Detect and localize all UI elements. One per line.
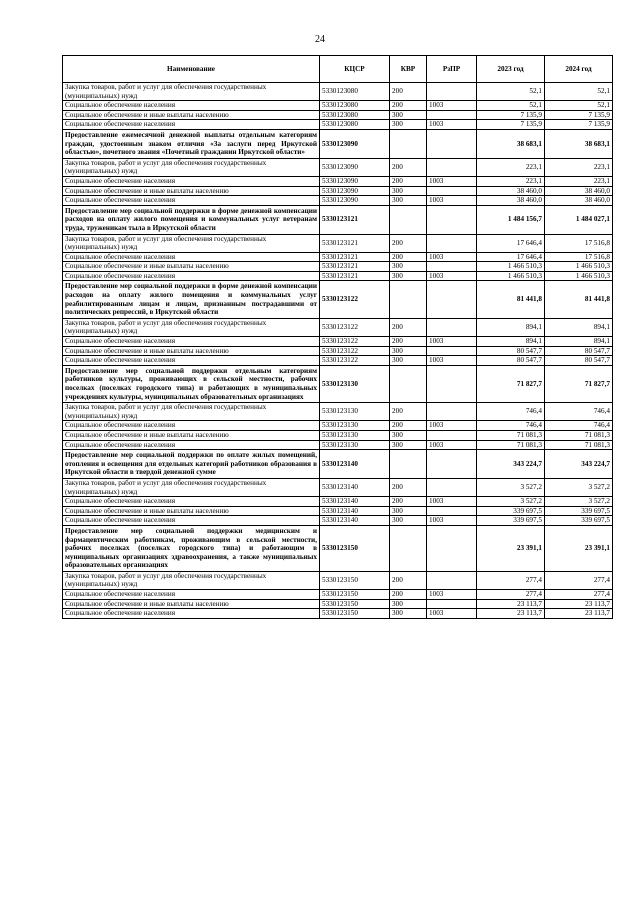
cell-kvr	[390, 525, 427, 571]
cell-y2023: 1 484 156,7	[477, 205, 545, 234]
table-row	[63, 271, 613, 281]
cell-y2023: 7 135,9	[477, 110, 545, 120]
table-row	[63, 516, 613, 526]
table-row	[63, 421, 613, 431]
table-row	[63, 176, 613, 186]
cell-y2023: 277,4	[477, 571, 545, 589]
cell-kvr: 200	[390, 478, 427, 496]
cell-rzpr	[427, 365, 477, 402]
cell-y2023: 223,1	[477, 158, 545, 176]
cell-kvr: 200	[390, 158, 427, 176]
cell-name: Социальное обеспечение населения	[63, 440, 320, 450]
cell-kcsr: 5330123140	[320, 516, 390, 526]
cell-name: Социальное обеспечение и иные выплаты населению	[63, 599, 320, 609]
table-row	[63, 337, 613, 347]
table-body	[63, 83, 613, 619]
cell-y2023: 339 697,5	[477, 516, 545, 526]
cell-y2024: 3 527,2	[545, 497, 613, 507]
table-row	[63, 599, 613, 609]
cell-kvr	[390, 365, 427, 402]
cell-y2023: 52,1	[477, 101, 545, 111]
cell-rzpr	[427, 571, 477, 589]
cell-rzpr: 1003	[427, 440, 477, 450]
cell-y2024: 7 135,9	[545, 120, 613, 130]
cell-y2023: 1 466 510,3	[477, 271, 545, 281]
cell-kcsr: 5330123080	[320, 120, 390, 130]
cell-kcsr: 5330123140	[320, 478, 390, 496]
cell-name: Закупка товаров, работ и услуг для обеспечения государственных (муниципальных) нужд	[63, 234, 320, 252]
cell-rzpr	[427, 281, 477, 318]
cell-kvr: 300	[390, 430, 427, 440]
table-row-program	[63, 281, 613, 318]
cell-kcsr: 5330123122	[320, 356, 390, 366]
cell-name: Социальное обеспечение населения	[63, 337, 320, 347]
cell-y2024: 80 547,7	[545, 356, 613, 366]
cell-rzpr	[427, 205, 477, 234]
cell-name: Социальное обеспечение населения	[63, 356, 320, 366]
cell-name: Социальное обеспечение и иные выплаты населению	[63, 506, 320, 516]
cell-name: Закупка товаров, работ и услуг для обеспечения государственных (муниципальных) нужд	[63, 571, 320, 589]
cell-rzpr	[427, 506, 477, 516]
cell-y2024: 894,1	[545, 337, 613, 347]
cell-kcsr: 5330123080	[320, 110, 390, 120]
cell-kvr: 300	[390, 609, 427, 619]
table-row	[63, 571, 613, 589]
table-row	[63, 590, 613, 600]
cell-rzpr: 1003	[427, 120, 477, 130]
cell-kvr: 200	[390, 176, 427, 186]
table-row	[63, 234, 613, 252]
cell-y2024: 339 697,5	[545, 516, 613, 526]
header-2024: 2024 год	[545, 56, 613, 83]
cell-name: Закупка товаров, работ и услуг для обеспечения государственных (муниципальных) нужд	[63, 83, 320, 101]
cell-y2023: 80 547,7	[477, 346, 545, 356]
header-kvr: КВР	[390, 56, 427, 83]
cell-rzpr	[427, 450, 477, 479]
cell-kcsr: 5330123090	[320, 186, 390, 196]
cell-kvr: 200	[390, 83, 427, 101]
cell-y2024: 81 441,8	[545, 281, 613, 318]
cell-kcsr: 5330123130	[320, 430, 390, 440]
cell-rzpr	[427, 158, 477, 176]
cell-kvr: 300	[390, 110, 427, 120]
cell-name: Закупка товаров, работ и услуг для обеспечения государственных (муниципальных) нужд	[63, 478, 320, 496]
cell-y2024: 339 697,5	[545, 506, 613, 516]
cell-y2024: 277,4	[545, 571, 613, 589]
cell-y2024: 23 113,7	[545, 599, 613, 609]
cell-kcsr: 5330123080	[320, 83, 390, 101]
cell-y2024: 343 224,7	[545, 450, 613, 479]
cell-name: Закупка товаров, работ и услуг для обеспечения государственных (муниципальных) нужд	[63, 318, 320, 336]
table-row	[63, 262, 613, 272]
cell-kvr	[390, 450, 427, 479]
cell-y2024: 23 113,7	[545, 609, 613, 619]
cell-y2023: 894,1	[477, 318, 545, 336]
cell-name: Социальное обеспечение населения	[63, 176, 320, 186]
cell-y2024: 38 683,1	[545, 129, 613, 158]
cell-name: Социальное обеспечение населения	[63, 609, 320, 619]
cell-rzpr: 1003	[427, 516, 477, 526]
cell-name: Социальное обеспечение населения	[63, 101, 320, 111]
header-name: Наименование	[63, 56, 320, 83]
cell-kvr	[390, 129, 427, 158]
cell-kcsr: 5330123150	[320, 525, 390, 571]
table-header-row	[63, 56, 613, 83]
cell-name: Социальное обеспечение и иные выплаты населению	[63, 186, 320, 196]
table-row	[63, 478, 613, 496]
cell-rzpr: 1003	[427, 497, 477, 507]
cell-kvr: 300	[390, 120, 427, 130]
cell-y2023: 23 113,7	[477, 599, 545, 609]
cell-y2024: 746,4	[545, 403, 613, 421]
cell-name: Предоставление ежемесячной денежной выплаты отдельным категориям граждан, удостоенным знаком отличия «За заслуги перед Иркутской областью», почетного звания «Почетный гражданин Иркутской области»	[63, 129, 320, 158]
budget-table	[62, 55, 613, 619]
cell-rzpr	[427, 403, 477, 421]
cell-name: Предоставление мер социальной поддержки по оплате жилых помещений, отопления и освещения для отдельных категорий работников образования в Иркутской области в твердой денежной сумме	[63, 450, 320, 479]
cell-kcsr: 5330123130	[320, 403, 390, 421]
cell-name: Закупка товаров, работ и услуг для обеспечения государственных (муниципальных) нужд	[63, 403, 320, 421]
cell-rzpr: 1003	[427, 101, 477, 111]
cell-kcsr: 5330123121	[320, 234, 390, 252]
cell-rzpr: 1003	[427, 196, 477, 206]
cell-y2023: 3 527,2	[477, 497, 545, 507]
header-2023: 2023 год	[477, 56, 545, 83]
cell-y2023: 71 081,3	[477, 430, 545, 440]
cell-y2024: 38 460,0	[545, 186, 613, 196]
table-row	[63, 506, 613, 516]
cell-name: Предоставление мер социальной поддержки отдельным категориям работников культуры, проживающих в сельской местности, рабочих поселках (поселках городского типа) и работающих в муниципальных учреждениях культуры, муниципальных образовательных организациях	[63, 365, 320, 402]
table-row	[63, 497, 613, 507]
cell-name: Предоставление мер социальной поддержки медицинским и фармацевтическим работникам, проживающим в сельской местности, рабочих поселках (поселках городского типа) и работающим в муниципальных организациях здравоохранения, а также муниципальных образовательных организациях	[63, 525, 320, 571]
cell-kvr: 300	[390, 271, 427, 281]
cell-rzpr: 1003	[427, 421, 477, 431]
cell-kvr: 300	[390, 440, 427, 450]
cell-rzpr: 1003	[427, 252, 477, 262]
cell-y2023: 71 081,3	[477, 440, 545, 450]
cell-name: Социальное обеспечение и иные выплаты населению	[63, 110, 320, 120]
cell-y2023: 746,4	[477, 403, 545, 421]
cell-y2023: 1 466 510,3	[477, 262, 545, 272]
cell-y2024: 277,4	[545, 590, 613, 600]
cell-kvr: 200	[390, 318, 427, 336]
cell-kcsr: 5330123150	[320, 599, 390, 609]
table-row	[63, 158, 613, 176]
cell-kcsr: 5330123090	[320, 158, 390, 176]
cell-y2024: 23 391,1	[545, 525, 613, 571]
cell-rzpr: 1003	[427, 609, 477, 619]
cell-kvr: 300	[390, 599, 427, 609]
table-row	[63, 356, 613, 366]
cell-y2023: 23 391,1	[477, 525, 545, 571]
cell-kcsr: 5330123090	[320, 176, 390, 186]
cell-kcsr: 5330123150	[320, 590, 390, 600]
cell-name: Социальное обеспечение населения	[63, 196, 320, 206]
table-row-program	[63, 129, 613, 158]
cell-kcsr: 5330123140	[320, 450, 390, 479]
table-row	[63, 186, 613, 196]
cell-rzpr	[427, 430, 477, 440]
table-row	[63, 196, 613, 206]
cell-y2023: 746,4	[477, 421, 545, 431]
cell-y2023: 7 135,9	[477, 120, 545, 130]
cell-name: Социальное обеспечение населения	[63, 421, 320, 431]
cell-kvr: 300	[390, 262, 427, 272]
cell-name: Социальное обеспечение и иные выплаты населению	[63, 262, 320, 272]
cell-rzpr	[427, 186, 477, 196]
cell-rzpr	[427, 83, 477, 101]
cell-y2023: 38 460,0	[477, 196, 545, 206]
cell-y2023: 38 683,1	[477, 129, 545, 158]
cell-rzpr	[427, 478, 477, 496]
cell-y2023: 343 224,7	[477, 450, 545, 479]
cell-kcsr: 5330123140	[320, 506, 390, 516]
cell-rzpr	[427, 346, 477, 356]
cell-y2023: 277,4	[477, 590, 545, 600]
cell-kvr	[390, 281, 427, 318]
table-row-program	[63, 205, 613, 234]
cell-kcsr: 5330123122	[320, 337, 390, 347]
cell-y2023: 80 547,7	[477, 356, 545, 366]
table-row	[63, 101, 613, 111]
cell-kcsr: 5330123130	[320, 440, 390, 450]
cell-rzpr: 1003	[427, 271, 477, 281]
header-kcsr: КЦСР	[320, 56, 390, 83]
cell-kvr: 200	[390, 571, 427, 589]
cell-y2024: 38 460,0	[545, 196, 613, 206]
cell-name: Социальное обеспечение населения	[63, 516, 320, 526]
cell-y2023: 38 460,0	[477, 186, 545, 196]
cell-kcsr: 5330123090	[320, 196, 390, 206]
cell-y2024: 1 466 510,3	[545, 271, 613, 281]
cell-y2024: 17 516,8	[545, 252, 613, 262]
cell-kvr: 200	[390, 337, 427, 347]
cell-name: Закупка товаров, работ и услуг для обеспечения государственных (муниципальных) нужд	[63, 158, 320, 176]
cell-kvr: 200	[390, 101, 427, 111]
cell-rzpr	[427, 110, 477, 120]
cell-y2024: 52,1	[545, 83, 613, 101]
cell-kcsr: 5330123121	[320, 271, 390, 281]
table-row	[63, 430, 613, 440]
cell-kvr: 200	[390, 497, 427, 507]
cell-rzpr	[427, 599, 477, 609]
cell-y2024: 3 527,2	[545, 478, 613, 496]
cell-name: Социальное обеспечение населения	[63, 252, 320, 262]
cell-kcsr: 5330123150	[320, 609, 390, 619]
table-row	[63, 318, 613, 336]
cell-y2024: 894,1	[545, 318, 613, 336]
cell-kcsr: 5330123121	[320, 262, 390, 272]
cell-y2024: 71 081,3	[545, 430, 613, 440]
cell-y2024: 1 466 510,3	[545, 262, 613, 272]
cell-name: Социальное обеспечение населения	[63, 497, 320, 507]
cell-y2024: 71 081,3	[545, 440, 613, 450]
cell-kcsr: 5330123122	[320, 346, 390, 356]
cell-rzpr	[427, 262, 477, 272]
cell-rzpr: 1003	[427, 590, 477, 600]
cell-kcsr: 5330123080	[320, 101, 390, 111]
cell-kcsr: 5330123121	[320, 252, 390, 262]
cell-rzpr: 1003	[427, 356, 477, 366]
cell-kvr: 200	[390, 234, 427, 252]
cell-kcsr: 5330123130	[320, 365, 390, 402]
table-row-program	[63, 525, 613, 571]
cell-y2024: 71 827,7	[545, 365, 613, 402]
cell-rzpr	[427, 318, 477, 336]
cell-y2024: 223,1	[545, 176, 613, 186]
cell-kvr: 300	[390, 196, 427, 206]
cell-y2023: 894,1	[477, 337, 545, 347]
cell-rzpr	[427, 525, 477, 571]
cell-y2023: 23 113,7	[477, 609, 545, 619]
cell-kcsr: 5330123122	[320, 281, 390, 318]
cell-rzpr	[427, 234, 477, 252]
table-row	[63, 110, 613, 120]
cell-y2024: 223,1	[545, 158, 613, 176]
cell-name: Социальное обеспечение и иные выплаты населению	[63, 346, 320, 356]
cell-kcsr: 5330123122	[320, 318, 390, 336]
table-row-program	[63, 365, 613, 402]
cell-kcsr: 5330123140	[320, 497, 390, 507]
cell-y2023: 3 527,2	[477, 478, 545, 496]
cell-y2024: 80 547,7	[545, 346, 613, 356]
cell-y2024: 1 484 027,1	[545, 205, 613, 234]
cell-kvr: 300	[390, 506, 427, 516]
cell-kcsr: 5330123121	[320, 205, 390, 234]
table-row	[63, 609, 613, 619]
cell-name: Предоставление мер социальной поддержки в форме денежной компенсации расходов на оплату жилого помещения и коммунальных услуг ветеранам труда, труженикам тыла в Иркутской области	[63, 205, 320, 234]
cell-y2024: 17 516,8	[545, 234, 613, 252]
cell-name: Социальное обеспечение населения	[63, 120, 320, 130]
cell-y2023: 339 697,5	[477, 506, 545, 516]
cell-name: Социальное обеспечение населения	[63, 590, 320, 600]
cell-y2023: 17 646,4	[477, 252, 545, 262]
cell-kcsr: 5330123130	[320, 421, 390, 431]
table-row	[63, 403, 613, 421]
cell-kvr: 300	[390, 186, 427, 196]
table-row	[63, 252, 613, 262]
table-row-program	[63, 450, 613, 479]
table-row	[63, 346, 613, 356]
header-rzpr: РзПР	[427, 56, 477, 83]
cell-rzpr: 1003	[427, 176, 477, 186]
cell-kvr: 200	[390, 421, 427, 431]
cell-kvr: 300	[390, 346, 427, 356]
cell-kvr: 200	[390, 252, 427, 262]
cell-y2024: 7 135,9	[545, 110, 613, 120]
table-row	[63, 440, 613, 450]
cell-y2023: 71 827,7	[477, 365, 545, 402]
cell-kcsr: 5330123150	[320, 571, 390, 589]
cell-name: Предоставление мер социальной поддержки в форме денежной компенсации расходов на оплату жилого помещения и коммунальных услуг реабилитированным лицам и лицам, признанным пострадавшими от политических репрессий, в Иркутской области	[63, 281, 320, 318]
cell-kcsr: 5330123090	[320, 129, 390, 158]
cell-y2023: 223,1	[477, 176, 545, 186]
cell-rzpr	[427, 129, 477, 158]
table-row	[63, 120, 613, 130]
cell-y2023: 52,1	[477, 83, 545, 101]
cell-rzpr: 1003	[427, 337, 477, 347]
cell-y2024: 52,1	[545, 101, 613, 111]
cell-kvr: 200	[390, 590, 427, 600]
cell-y2023: 81 441,8	[477, 281, 545, 318]
cell-name: Социальное обеспечение населения	[63, 271, 320, 281]
cell-kvr: 200	[390, 403, 427, 421]
cell-kvr	[390, 205, 427, 234]
cell-y2024: 746,4	[545, 421, 613, 431]
cell-kvr: 300	[390, 356, 427, 366]
table-row	[63, 83, 613, 101]
cell-kvr: 300	[390, 516, 427, 526]
cell-y2023: 17 646,4	[477, 234, 545, 252]
page-number: 24	[315, 34, 325, 45]
cell-name: Социальное обеспечение и иные выплаты населению	[63, 430, 320, 440]
